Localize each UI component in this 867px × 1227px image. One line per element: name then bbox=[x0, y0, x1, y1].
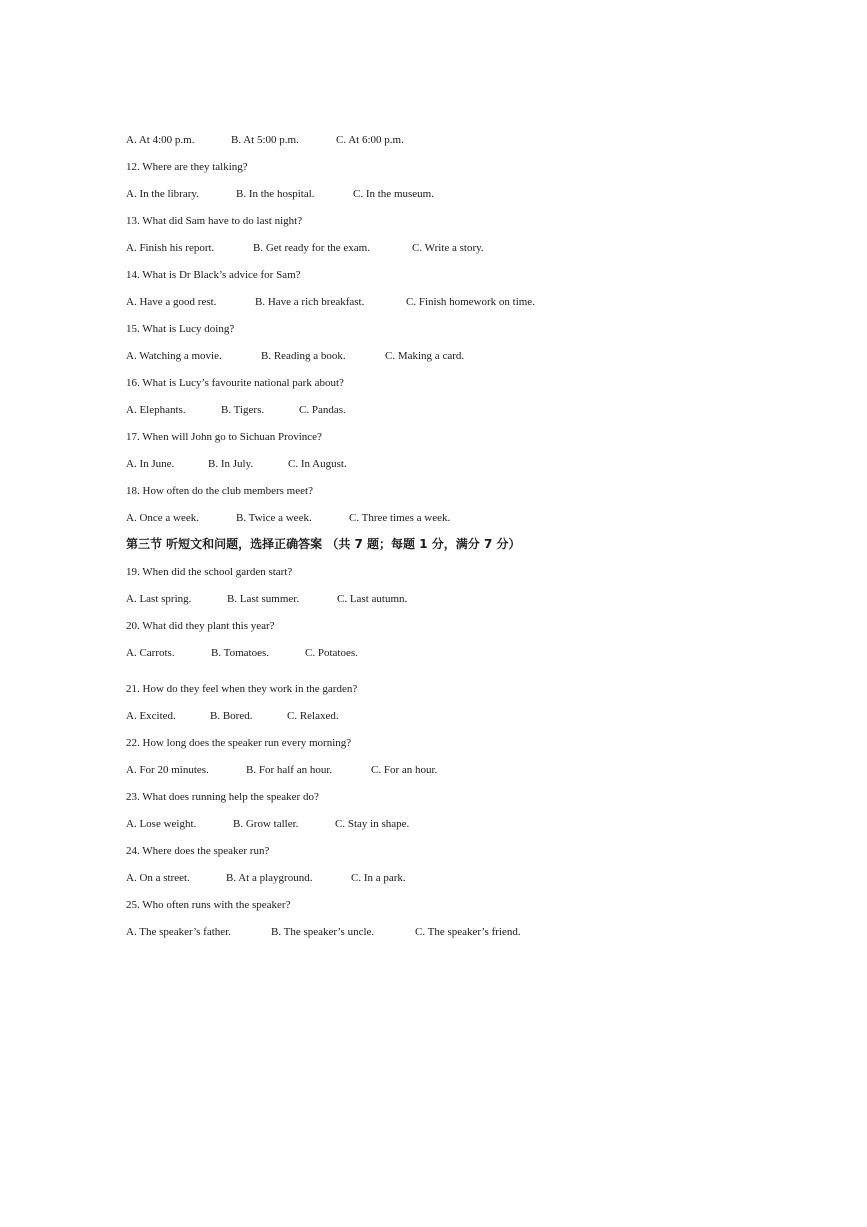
option-b: B. At 5:00 p.m. bbox=[231, 134, 299, 146]
option-b: B. For half an hour. bbox=[246, 764, 333, 776]
option-b: B. Grow taller. bbox=[233, 818, 299, 830]
option-b: B. In the hospital. bbox=[236, 188, 315, 200]
question-17: 17. When will John go to Sichuan Province? bbox=[126, 431, 322, 443]
options-row bbox=[126, 457, 347, 471]
options-row bbox=[126, 133, 404, 147]
options-row bbox=[126, 592, 407, 606]
question-16: 16. What is Lucy’s favourite national park about? bbox=[126, 377, 344, 389]
question-22: 22. How long does the speaker run every morning? bbox=[126, 737, 352, 749]
option-c: C. Last autumn. bbox=[337, 593, 408, 605]
question-25: 25. Who often runs with the speaker? bbox=[126, 899, 291, 911]
options-row bbox=[126, 709, 339, 723]
options-row bbox=[126, 646, 358, 660]
options-row bbox=[126, 403, 346, 417]
options-row bbox=[126, 511, 450, 525]
question-15: 15. What is Lucy doing? bbox=[126, 323, 235, 335]
question-13: 13. What did Sam have to do last night? bbox=[126, 215, 303, 227]
question-18: 18. How often do the club members meet? bbox=[126, 485, 313, 497]
option-a: A. In June. bbox=[126, 458, 175, 470]
option-c: C. Pandas. bbox=[299, 404, 346, 416]
option-a: A. At 4:00 p.m. bbox=[126, 134, 195, 146]
option-b: B. Reading a book. bbox=[261, 350, 346, 362]
option-c: C. Relaxed. bbox=[287, 710, 339, 722]
option-a: A. Lose weight. bbox=[126, 818, 197, 830]
question-21: 21. How do they feel when they work in the garden? bbox=[126, 683, 358, 695]
option-b: B. In July. bbox=[208, 458, 254, 470]
option-c: C. Three times a week. bbox=[349, 512, 451, 524]
question-12: 12. Where are they talking? bbox=[126, 161, 248, 173]
question-24: 24. Where does the speaker run? bbox=[126, 845, 270, 857]
options-row bbox=[126, 871, 406, 885]
options-row bbox=[126, 187, 434, 201]
option-c: C. At 6:00 p.m. bbox=[336, 134, 404, 146]
option-b: B. Tigers. bbox=[221, 404, 265, 416]
option-a: A. In the library. bbox=[126, 188, 199, 200]
option-c: C. In August. bbox=[288, 458, 347, 470]
option-b: B. Get ready for the exam. bbox=[253, 242, 370, 254]
option-b: B. At a playground. bbox=[226, 872, 313, 884]
option-a: A. Watching a movie. bbox=[126, 350, 222, 362]
option-b: B. Tomatoes. bbox=[211, 647, 269, 659]
option-c: C. Stay in shape. bbox=[335, 818, 410, 830]
option-b: B. Twice a week. bbox=[236, 512, 312, 524]
options-row bbox=[126, 295, 535, 309]
question-14: 14. What is Dr Black’s advice for Sam? bbox=[126, 269, 301, 281]
option-c: C. Potatoes. bbox=[305, 647, 358, 659]
option-a: A. Once a week. bbox=[126, 512, 199, 524]
option-b: B. Bored. bbox=[210, 710, 253, 722]
option-a: A. Last spring. bbox=[126, 593, 192, 605]
option-a: A. Have a good rest. bbox=[126, 296, 217, 308]
options-row bbox=[126, 763, 437, 777]
option-c: C. The speaker’s friend. bbox=[415, 926, 521, 938]
option-a: A. The speaker’s father. bbox=[126, 926, 231, 938]
option-a: A. Finish his report. bbox=[126, 242, 215, 254]
option-c: C. Making a card. bbox=[385, 350, 465, 362]
question-20: 20. What did they plant this year? bbox=[126, 620, 275, 632]
option-a: A. Elephants. bbox=[126, 404, 186, 416]
section-heading: 第三节 听短文和问题，选择正确答案 （共 7 题；每题 1 分，满分 7 分） bbox=[126, 537, 521, 551]
option-b: B. Last summer. bbox=[227, 593, 300, 605]
option-c: C. In a park. bbox=[351, 872, 406, 884]
question-23: 23. What does running help the speaker do? bbox=[126, 791, 319, 803]
option-a: A. Excited. bbox=[126, 710, 176, 722]
option-a: A. On a street. bbox=[126, 872, 190, 884]
option-c: C. Finish homework on time. bbox=[406, 296, 535, 308]
option-b: B. The speaker’s uncle. bbox=[271, 926, 375, 938]
option-b: B. Have a rich breakfast. bbox=[255, 296, 365, 308]
options-row bbox=[126, 349, 464, 363]
option-a: A. Carrots. bbox=[126, 647, 175, 659]
option-a: A. For 20 minutes. bbox=[126, 764, 209, 776]
options-row bbox=[126, 241, 484, 255]
option-c: C. Write a story. bbox=[412, 242, 484, 254]
option-c: C. For an hour. bbox=[371, 764, 438, 776]
question-19: 19. When did the school garden start? bbox=[126, 566, 293, 578]
options-row bbox=[126, 925, 521, 939]
options-row bbox=[126, 817, 409, 831]
option-c: C. In the museum. bbox=[353, 188, 434, 200]
